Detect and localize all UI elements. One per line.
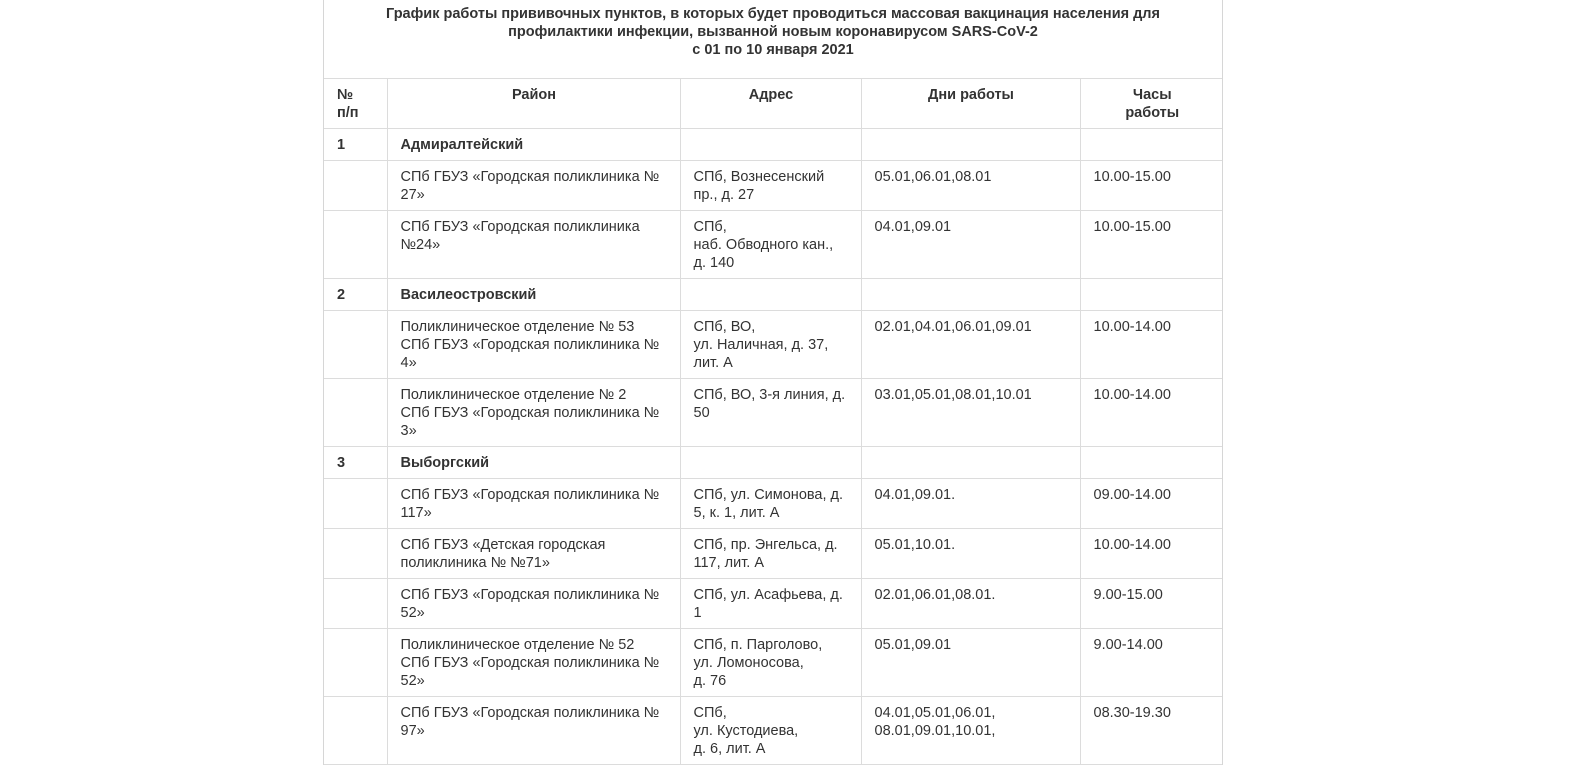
empty-cell (324, 629, 387, 697)
empty-cell (861, 447, 1080, 479)
empty-cell (324, 161, 387, 211)
table-row (324, 379, 1223, 447)
clinic-name: Поликлиническое отделение № 2 СПб ГБУЗ «Городская поликлиника № 3» (387, 379, 680, 447)
district-row (324, 129, 1223, 161)
empty-cell (324, 479, 387, 529)
document-title (324, 0, 1222, 78)
header-days: Дни работы (861, 79, 1080, 129)
empty-cell (680, 129, 861, 161)
work-days: 04.01,09.01. (861, 479, 1080, 529)
work-days: 05.01,09.01 (861, 629, 1080, 697)
header-num: № п/п (324, 79, 387, 129)
schedule-table (324, 78, 1223, 765)
district-number: 3 (324, 447, 387, 479)
work-hours: 9.00-15.00 (1080, 579, 1223, 629)
work-hours: 10.00-14.00 (1080, 379, 1223, 447)
clinic-name: СПб ГБУЗ «Городская поликлиника № 27» (387, 161, 680, 211)
work-hours: 9.00-14.00 (1080, 629, 1223, 697)
empty-cell (861, 279, 1080, 311)
district-name: Адмиралтейский (387, 129, 680, 161)
table-header-row (324, 79, 1223, 129)
clinic-name: Поликлиническое отделение № 52 СПб ГБУЗ «Городская поликлиника № 52» (387, 629, 680, 697)
work-days: 02.01,06.01,08.01. (861, 579, 1080, 629)
clinic-name: Поликлиническое отделение № 53 СПб ГБУЗ «Городская поликлиника № 4» (387, 311, 680, 379)
header-address: Адрес (680, 79, 861, 129)
work-hours: 10.00-14.00 (1080, 529, 1223, 579)
clinic-name: СПб ГБУЗ «Городская поликлиника № 97» (387, 697, 680, 765)
table-row (324, 629, 1223, 697)
table-row (324, 211, 1223, 279)
table-row (324, 579, 1223, 629)
table-row (324, 161, 1223, 211)
clinic-name: СПб ГБУЗ «Городская поликлиника №24» (387, 211, 680, 279)
district-number: 2 (324, 279, 387, 311)
empty-cell (1080, 279, 1223, 311)
clinic-address: СПб, ул. Симонова, д. 5, к. 1, лит. А (680, 479, 861, 529)
table-row (324, 311, 1223, 379)
title-line-1: График работы прививочных пунктов, в которых будет проводиться массовая вакцинация населения для (386, 6, 1160, 22)
work-days: 02.01,04.01,06.01,09.01 (861, 311, 1080, 379)
header-district: Район (387, 79, 680, 129)
empty-cell (1080, 447, 1223, 479)
district-number: 1 (324, 129, 387, 161)
clinic-address: СПб, ул. Кустодиева, д. 6, лит. А (680, 697, 861, 765)
empty-cell (324, 311, 387, 379)
empty-cell (324, 211, 387, 279)
empty-cell (324, 529, 387, 579)
work-days: 03.01,05.01,08.01,10.01 (861, 379, 1080, 447)
work-days: 05.01,06.01,08.01 (861, 161, 1080, 211)
work-hours: 10.00-15.00 (1080, 211, 1223, 279)
work-hours: 08.30-19.30 (1080, 697, 1223, 765)
district-row (324, 447, 1223, 479)
work-days: 04.01,09.01 (861, 211, 1080, 279)
work-hours: 10.00-14.00 (1080, 311, 1223, 379)
clinic-address: СПб, пр. Энгельса, д. 117, лит. А (680, 529, 861, 579)
empty-cell (324, 579, 387, 629)
table-row (324, 479, 1223, 529)
clinic-address: СПб, ВО, 3-я линия, д. 50 (680, 379, 861, 447)
empty-cell (324, 379, 387, 447)
district-name: Василеостровский (387, 279, 680, 311)
header-hours: Часы работы (1080, 79, 1223, 129)
title-line-3: с 01 по 10 января 2021 (692, 42, 854, 58)
district-row (324, 279, 1223, 311)
schedule-document (323, 0, 1223, 765)
clinic-name: СПб ГБУЗ «Детская городская поликлиника № №71» (387, 529, 680, 579)
clinic-address: СПб, ВО, ул. Наличная, д. 37, лит. А (680, 311, 861, 379)
empty-cell (680, 279, 861, 311)
table-row (324, 697, 1223, 765)
empty-cell (680, 447, 861, 479)
clinic-address: СПб, ул. Асафьева, д. 1 (680, 579, 861, 629)
empty-cell (1080, 129, 1223, 161)
district-name: Выборгский (387, 447, 680, 479)
table-body (324, 129, 1223, 765)
clinic-address: СПб, наб. Обводного кан., д. 140 (680, 211, 861, 279)
clinic-name: СПб ГБУЗ «Городская поликлиника № 52» (387, 579, 680, 629)
work-hours: 10.00-15.00 (1080, 161, 1223, 211)
clinic-address: СПб, Вознесенский пр., д. 27 (680, 161, 861, 211)
title-line-2: профилактики инфекции, вызванной новым коронавирусом SARS-CoV-2 (508, 24, 1038, 40)
work-days: 05.01,10.01. (861, 529, 1080, 579)
work-days: 04.01,05.01,06.01, 08.01,09.01,10.01, (861, 697, 1080, 765)
clinic-name: СПб ГБУЗ «Городская поликлиника № 117» (387, 479, 680, 529)
empty-cell (861, 129, 1080, 161)
table-row (324, 529, 1223, 579)
work-hours: 09.00-14.00 (1080, 479, 1223, 529)
clinic-address: СПб, п. Парголово, ул. Ломоносова, д. 76 (680, 629, 861, 697)
empty-cell (324, 697, 387, 765)
